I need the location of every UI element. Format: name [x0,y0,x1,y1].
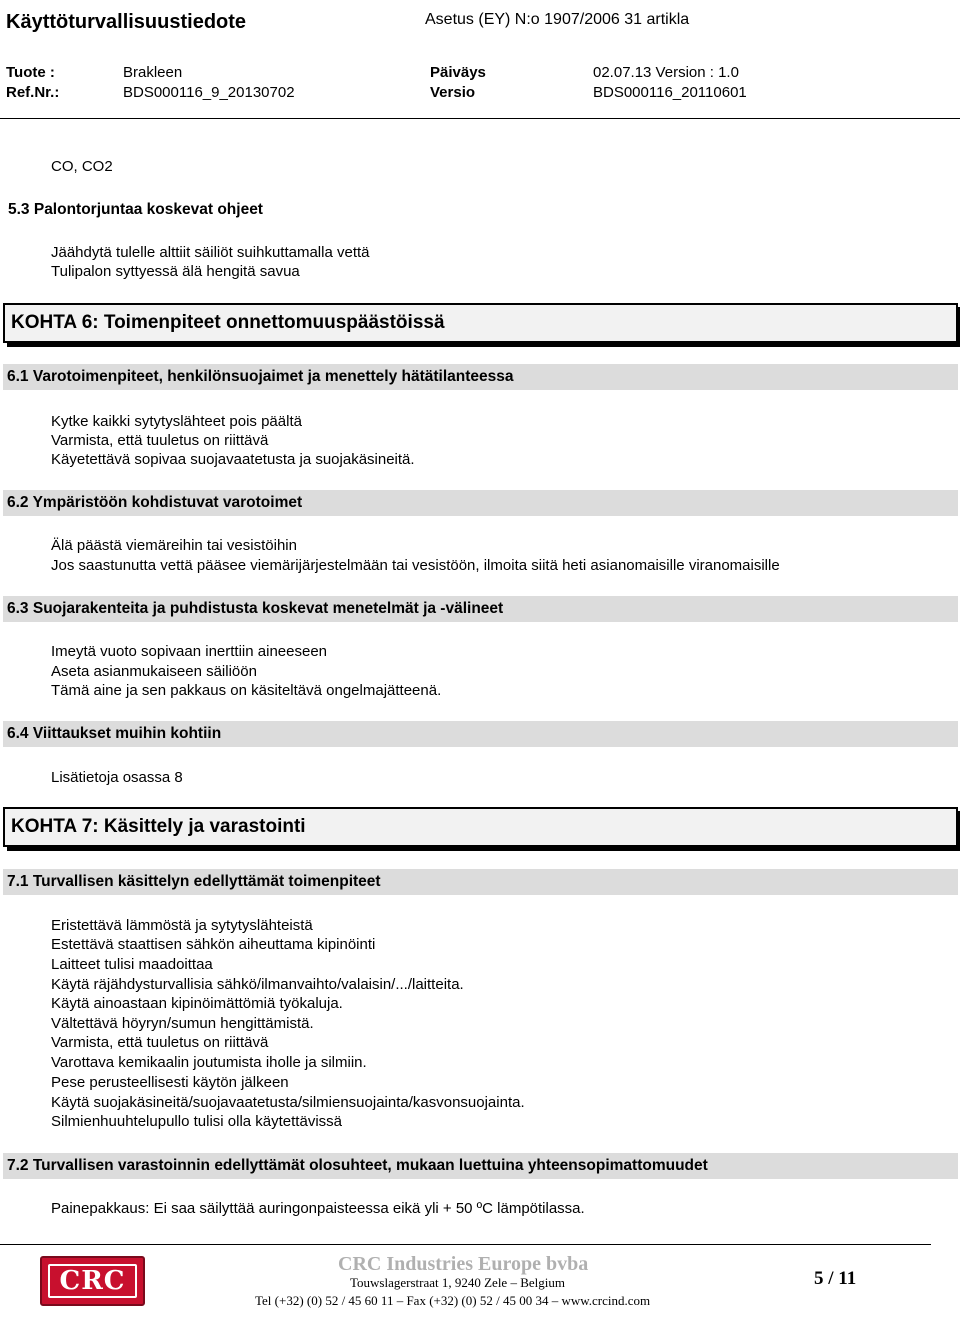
s6-1-line: Varmista, että tuuletus on riittävä [51,432,269,449]
page-number: 5 / 11 [814,1268,857,1289]
version-label: Versio [430,84,476,101]
combustion-products: CO, CO2 [51,158,113,175]
subsection-6-1-title: 6.1 Varotoimenpiteet, henkilönsuojaimet ja menettely hätätilanteessa [3,364,958,390]
subsection-6-2-title: 6.2 Ympäristöön kohdistuvat varotoimet [3,490,958,516]
s7-1-line: Laitteet tulisi maadoittaa [51,956,213,973]
s7-1-line: Pese perusteellisesti käytön jälkeen [51,1074,289,1091]
ref-value: BDS000116_9_20130702 [123,84,295,101]
crc-logo [40,1256,145,1306]
s7-1-line: Käytä ainoastaan kipinöimättömiä työkaluja. [51,995,343,1012]
s7-1-line: Estettävä staattisen sähkön aiheuttama kipinöinti [51,936,376,953]
s7-1-line: Eristettävä lämmöstä ja sytytyslähteistä [51,917,313,934]
s6-2-line: Älä päästä viemäreihin tai vesistöihin [51,537,297,554]
s7-1-line: Varmista, että tuuletus on riittävä [51,1034,269,1051]
section-7-header: KOHTA 7: Käsittely ja varastointi [3,807,958,847]
s6-1-line: Kytke kaikki sytytyslähteet pois päältä [51,413,302,430]
version-value: BDS000116_20110601 [593,84,747,101]
product-label: Tuote : [6,64,55,81]
subsection-5-3-title: 5.3 Palontorjuntaa koskevat ohjeet [3,197,958,223]
s7-1-line: Varottava kemikaalin joutumista iholle ja silmiin. [51,1054,367,1071]
product-value: Brakleen [123,64,183,81]
s6-3-line: Imeytä vuoto sopivaan inerttiin aineeseen [51,643,328,660]
regulation-reference: Asetus (EY) N:o 1907/2006 31 artikla [425,11,690,28]
s5-3-line: Jäähdytä tulelle alttiit säiliöt suihkuttamalla vettä [51,244,370,261]
subsection-6-3-title: 6.3 Suojarakenteita ja puhdistusta koskevat menetelmät ja -välineet [3,596,958,622]
subsection-7-1-title: 7.1 Turvallisen käsittelyn edellyttämät toimenpiteet [3,869,958,895]
company-name: CRC Industries Europe bvba [338,1253,589,1275]
subsection-7-2-title: 7.2 Turvallisen varastoinnin edellyttämät olosuhteet, mukaan luettuina yhteensopimattomuudet [3,1153,958,1179]
s7-1-line: Käytä räjähdysturvallisia sähkö/ilmanvaihto/valaisin/.../laitteita. [51,976,464,993]
section-6-header: KOHTA 6: Toimenpiteet onnettomuuspäästöissä [3,303,958,343]
s7-1-line: Silmienhuuhtelupullo tulisi olla käytettävissä [51,1113,342,1130]
date-label: Päiväys [430,64,486,81]
subsection-6-4-title: 6.4 Viittaukset muihin kohtiin [3,721,958,747]
s5-3-line: Tulipalon syttyessä älä hengitä savua [51,263,300,280]
s6-3-line: Tämä aine ja sen pakkaus on käsiteltävä ongelmajätteenä. [51,682,442,699]
s6-3-line: Aseta asianmukaiseen säiliöön [51,663,257,680]
s7-1-line: Käytä suojakäsineitä/suojavaatetusta/silmiensuojainta/kasvonsuojainta. [51,1094,525,1111]
company-contact: Tel (+32) (0) 52 / 45 60 11 – Fax (+32) (0) 52 / 45 00 34 – www.crcind.com [255,1293,651,1308]
s7-2-line: Painepakkaus: Ei saa säilyttää auringonpaisteessa eikä yli + 50 ºC lämpötilassa. [51,1200,585,1217]
company-address: Touwslagerstraat 1, 9240 Zele – Belgium [350,1275,565,1290]
s6-1-line: Käyetettävä sopivaa suojavaatetusta ja suojakäsineitä. [51,451,415,468]
document-title: Käyttöturvallisuustiedote [6,11,247,33]
s6-2-line: Jos saastunutta vettä pääsee viemärijärjestelmään tai vesistöön, ilmoita siitä heti asianomaisille viranomaisille [51,557,780,574]
s6-4-line: Lisätietoja osassa 8 [51,769,183,786]
header-divider [0,118,960,119]
crc-logo-text: CRC [48,1264,137,1298]
ref-label: Ref.Nr.: [6,84,60,101]
s7-1-line: Vältettävä höyryn/sumun hengittämistä. [51,1015,314,1032]
date-value: 02.07.13 Version : 1.0 [593,64,739,81]
